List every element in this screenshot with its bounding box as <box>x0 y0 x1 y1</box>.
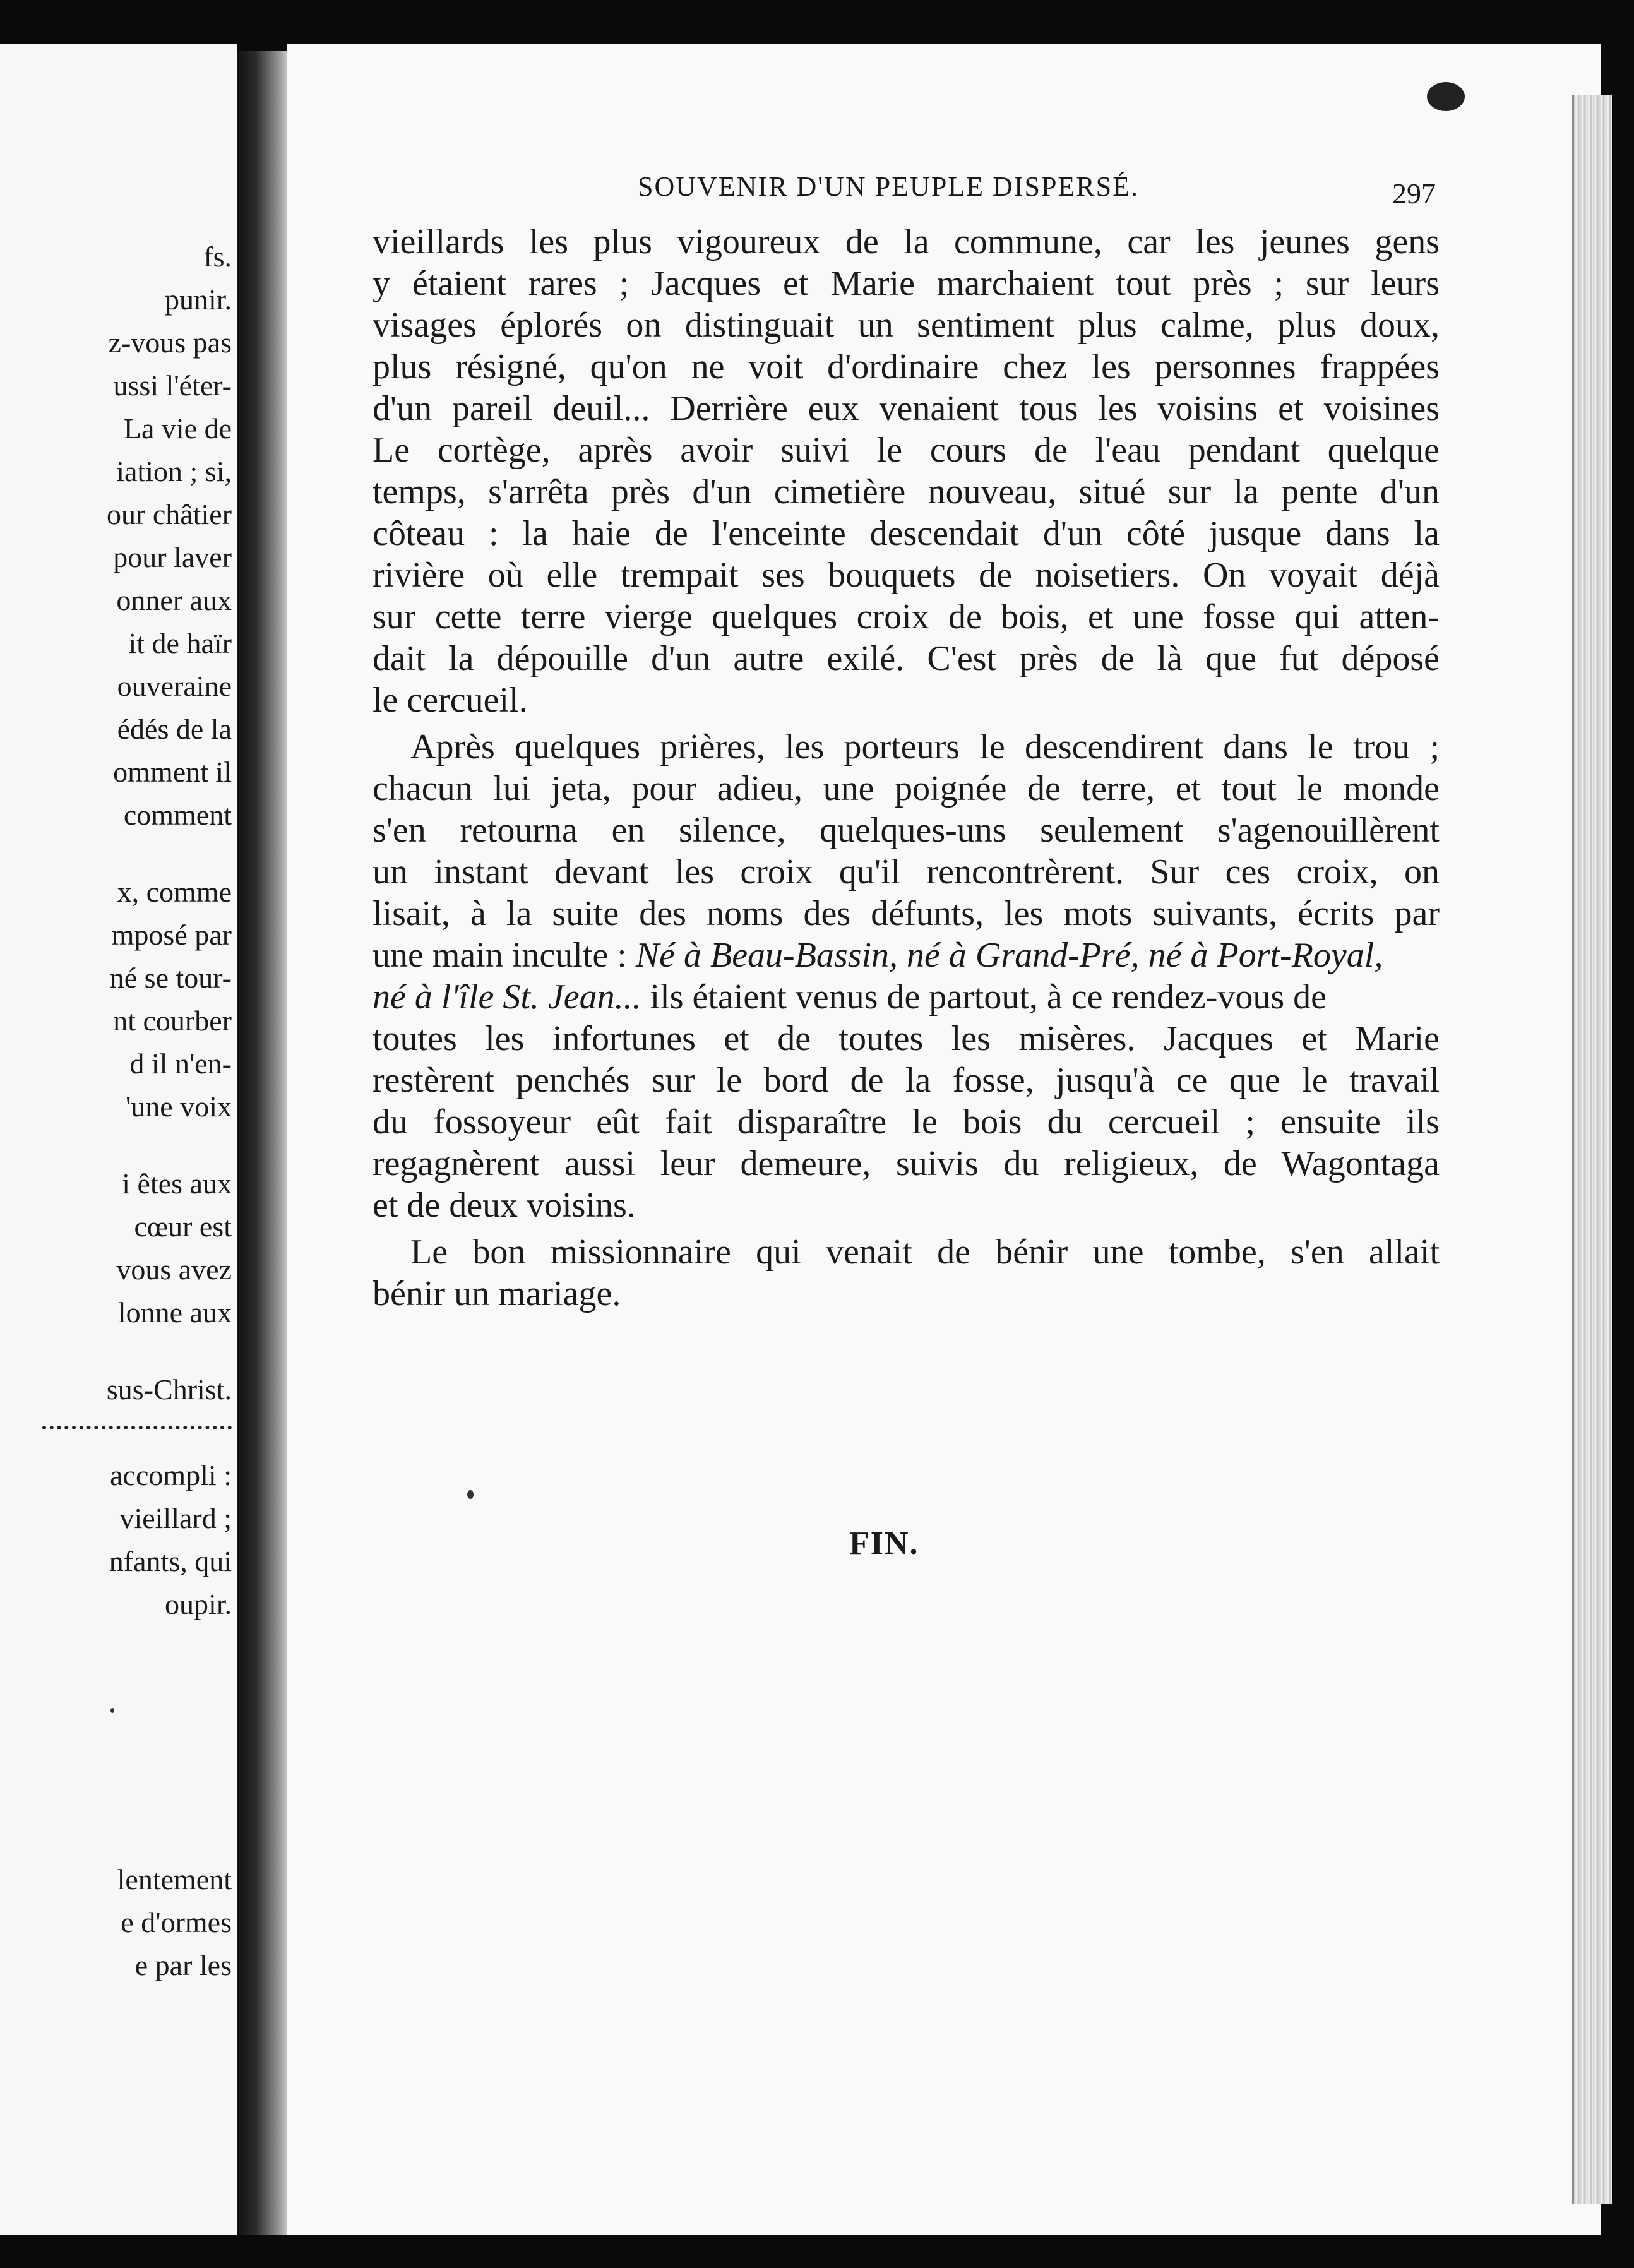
text-line: lisait, à la suite des noms des défunts, les mots suivants, écrits par <box>373 894 1440 933</box>
left-line: e d'ormes <box>121 1906 232 1938</box>
left-line: lentement <box>117 1863 232 1895</box>
left-line: accompli : <box>110 1459 232 1491</box>
left-line: punir. <box>164 284 232 316</box>
left-line: nfants, qui <box>109 1545 232 1577</box>
text-line: rivière où elle trempait ses bouquets de noisetiers. On voyait déjà <box>373 556 1440 595</box>
left-line: édés de la <box>117 713 232 745</box>
text-line: restèrent penchés sur le bord de la fosse, jusqu'à ce que le travail <box>373 1061 1440 1100</box>
text-line: chacun lui jeta, pour adieu, une poignée de terre, et tout le monde <box>373 769 1440 808</box>
text-line: du fossoyeur eût fait disparaître le bois du cercueil ; ensuite ils <box>373 1102 1440 1142</box>
left-line: x, comme <box>117 876 232 908</box>
ink-speck <box>110 1708 114 1713</box>
left-line: onner aux <box>116 584 232 616</box>
left-line: e par les <box>134 1949 232 1981</box>
left-line: fs. <box>203 241 232 273</box>
text-line: y étaient rares ; Jacques et Marie marchaient tout près ; sur leurs <box>373 264 1440 303</box>
left-line: né se tour- <box>109 962 232 994</box>
left-line: nt courber <box>113 1005 232 1037</box>
text-line: plus résigné, qu'on ne voit d'ordinaire chez les personnes frappées <box>373 347 1440 386</box>
left-line: it de haïr <box>128 627 232 659</box>
book-gutter <box>237 51 290 2235</box>
left-line: our châtier <box>107 498 232 530</box>
text-line <box>373 934 1440 976</box>
text-line: toutes les infortunes et de toutes les misères. Jacques et Marie <box>373 1019 1440 1058</box>
left-line: sus-Christ. <box>106 1373 232 1406</box>
dotted-leader <box>42 1426 232 1429</box>
running-title: SOUVENIR D'UN PEUPLE DISPERSÉ. <box>638 171 1139 202</box>
text-line: s'en retourna en silence, quelques-uns seulement s'agenouillèrent <box>373 811 1440 850</box>
text-line: un instant devant les croix qu'il rencontrèrent. Sur ces croix, on <box>373 852 1440 892</box>
text-line: sur cette terre vierge quelques croix de bois, et une fosse qui atten- <box>373 597 1440 636</box>
left-line: iation ; si, <box>116 455 232 487</box>
text-line: côteau : la haie de l'enceinte descendait d'un côté jusque dans la <box>373 514 1440 553</box>
left-line: comment <box>123 799 232 831</box>
text-line-end: ils étaient venus de partout, à ce rendez-vous de <box>650 977 1327 1017</box>
text-line: visages éplorés on distinguait un sentiment plus calme, plus doux, <box>373 306 1440 345</box>
text-line: dait la dépouille d'un autre exilé. C'est près de là que fut déposé <box>373 639 1440 678</box>
text-line: bénir un mariage. <box>373 1274 621 1313</box>
text-line: Le cortège, après avoir suivi le cours de l'eau pendant quelque <box>373 431 1440 470</box>
left-line: z-vous pas <box>108 326 232 359</box>
left-line: mposé par <box>111 919 232 951</box>
left-line: La vie de <box>123 412 232 445</box>
birthplace-italic: né à l'île St. Jean... <box>373 977 641 1017</box>
text-line: et de deux voisins. <box>373 1186 636 1225</box>
left-line: pour laver <box>113 541 232 573</box>
text-line <box>373 976 1440 1018</box>
left-line: omment il <box>113 756 232 788</box>
text-line-start: une main inculte : <box>373 936 627 975</box>
text-line: d'un pareil deuil... Derrière eux venaient tous les voisins et voisines <box>373 389 1440 428</box>
text-line: le cercueil. <box>373 681 528 720</box>
text-line: vieillards les plus vigoureux de la commune, car les jeunes gens <box>373 222 1440 261</box>
left-line: i êtes aux <box>122 1167 232 1200</box>
end-mark: FIN. <box>849 1525 919 1561</box>
page-edge <box>1572 95 1612 2204</box>
ink-speck <box>467 1490 474 1499</box>
left-line: 'une voix <box>126 1090 232 1123</box>
ink-blot <box>1427 82 1465 111</box>
left-line: vous avez <box>116 1253 232 1286</box>
left-line: oupir. <box>164 1588 232 1620</box>
text-line: Le bon missionnaire qui venait de bénir une tombe, s'en allait <box>410 1232 1440 1272</box>
left-line: ouveraine <box>117 670 232 702</box>
text-line: temps, s'arrêta près d'un cimetière nouveau, situé sur la pente d'un <box>373 472 1440 511</box>
left-line: lonne aux <box>117 1296 232 1328</box>
left-line: d il n'en- <box>129 1047 232 1080</box>
left-line: vieillard ; <box>119 1502 232 1534</box>
birthplaces-italic: Né à Beau-Bassin, né à Grand-Pré, né à Port-Royal, <box>635 936 1383 975</box>
left-facing-page <box>0 44 237 2235</box>
page-number: 297 <box>1392 177 1436 210</box>
text-line: regagnèrent aussi leur demeure, suivis du religieux, de Wagontaga <box>373 1144 1440 1183</box>
text-line: Après quelques prières, les porteurs le descendirent dans le trou ; <box>410 727 1440 767</box>
left-line: ussi l'éter- <box>113 369 232 402</box>
left-line: cœur est <box>134 1210 232 1243</box>
